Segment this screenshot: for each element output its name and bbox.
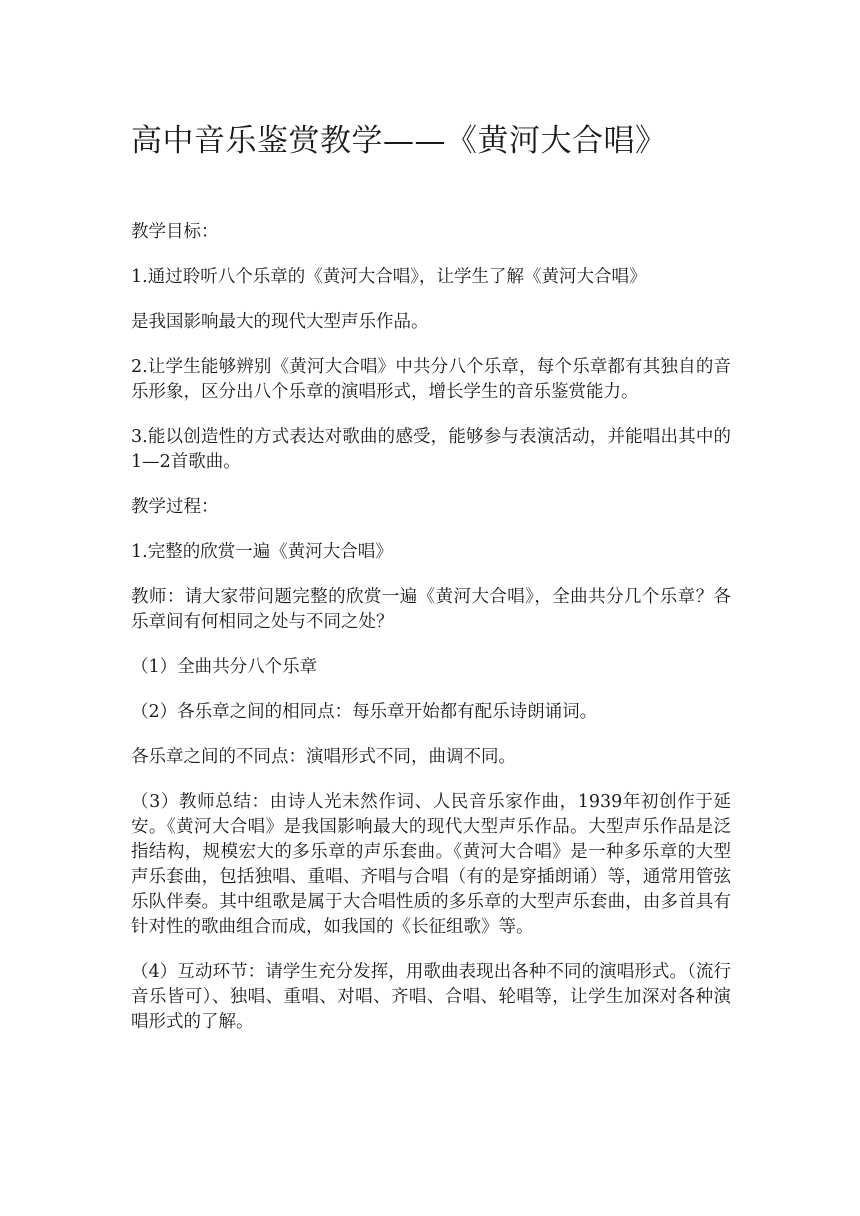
paragraph-objective-3: 3.能以创造性的方式表达对歌曲的感受，能够参与表演活动，并能唱出其中的1—2首歌曲。 xyxy=(131,427,731,472)
paragraph-objectives-heading: 教学目标： xyxy=(131,222,219,242)
paragraph-objective-2: 2.让学生能够辨别《黄河大合唱》中共分八个乐章，每个乐章都有其独自的音乐形象，区分出八个乐章的演唱形式，增长学生的音乐鉴赏能力。 xyxy=(131,357,731,402)
paragraph-process-step-1: 1.完整的欣赏一遍《黄河大合唱》 xyxy=(131,542,393,562)
document-title: 高中音乐鉴赏教学——《黄河大合唱》 xyxy=(131,123,667,159)
paragraph-point-3-summary: （3）教师总结：由诗人光未然作词、人民音乐家作曲，1939年初创作于延安。《黄河大合唱》是我国影响最大的现代大型声乐作品。大型声乐作品是泛指结构，规模宏大的多乐章的声乐套曲。《黄河大合唱》是一种多乐章的大型声乐套曲，包括独唱、重唱、齐唱与合唱（有的是穿插朗诵）等，通常用管弦乐队伴奏。其中组歌是属于大合唱性质的多乐章的大型声乐套曲，由多首具有针对性的歌曲组合而成，如我国的《长征组歌》等。 xyxy=(131,792,731,937)
paragraph-teacher-question: 教师：请大家带问题完整的欣赏一遍《黄河大合唱》，全曲共分几个乐章？各乐章间有何相同之处与不同之处？ xyxy=(131,587,731,632)
paragraph-point-4-interaction: （4）互动环节：请学生充分发挥，用歌曲表现出各种不同的演唱形式。（流行音乐皆可）、独唱、重唱、对唱、齐唱、合唱、轮唱等，让学生加深对各种演唱形式的了解。 xyxy=(131,962,731,1032)
paragraph-differences: 各乐章之间的不同点：演唱形式不同，曲调不同。 xyxy=(131,747,516,767)
paragraph-objective-1-continued: 是我国影响最大的现代大型声乐作品。 xyxy=(131,312,429,332)
paragraph-objective-1: 1.通过聆听八个乐章的《黄河大合唱》，让学生了解《黄河大合唱》 xyxy=(131,267,647,287)
paragraph-point-1: （1）全曲共分八个乐章 xyxy=(131,657,318,677)
document-body xyxy=(131,220,731,1055)
paragraph-process-heading: 教学过程： xyxy=(131,497,219,517)
paragraph-point-2: （2）各乐章之间的相同点：每乐章开始都有配乐诗朗诵词。 xyxy=(131,702,598,722)
